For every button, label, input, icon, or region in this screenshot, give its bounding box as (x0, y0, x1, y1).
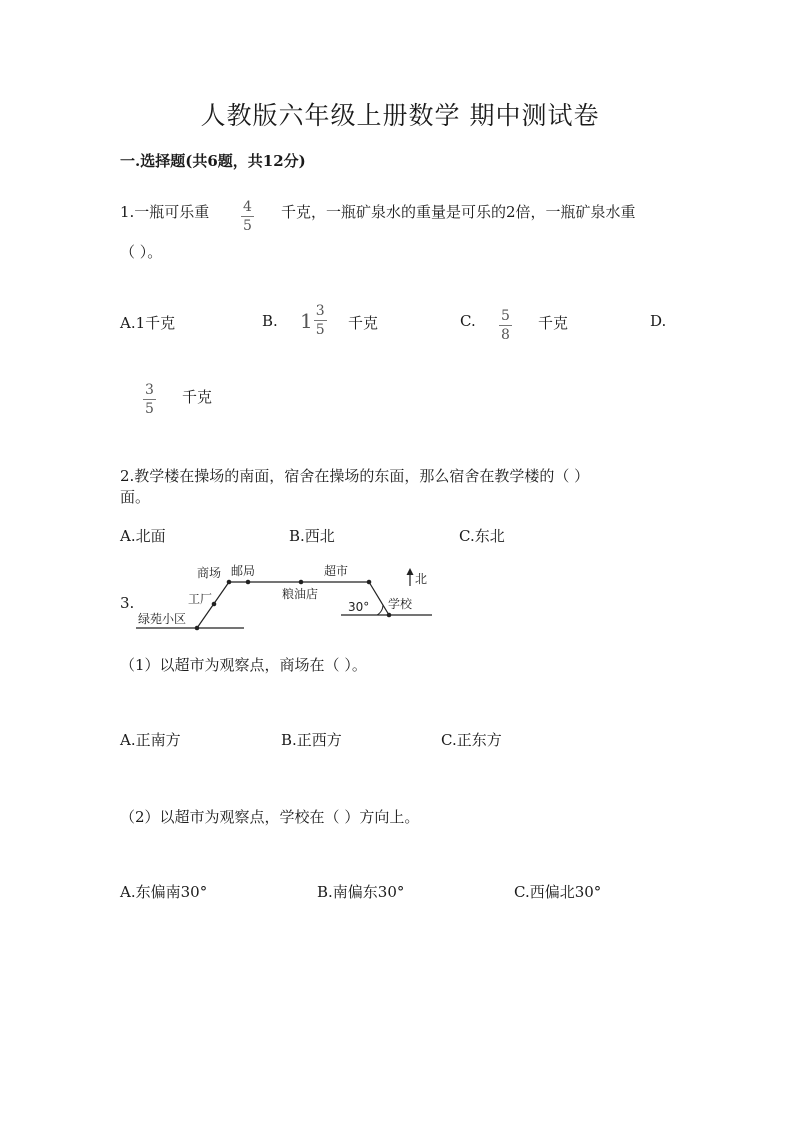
q1-option-b-den: 5 (315, 322, 325, 338)
q3-sub2-option-c: C.西偏北30° (514, 883, 602, 901)
post-dot (246, 580, 251, 585)
label-grain: 粮油店 (282, 587, 319, 601)
label-supermarket: 超市 (324, 564, 349, 578)
q2-option-c: C.东北 (459, 527, 505, 545)
q1-option-d-value (143, 379, 156, 416)
q3-sub1-option-a: A.正南方 (120, 731, 181, 749)
q1-text-a: 1.一瓶可乐重 (120, 203, 210, 221)
q3-sub2-text: （2）以超市为观察点，学校在（ ）方向上。 (120, 808, 420, 826)
q1-option-d-num: 3 (145, 382, 154, 398)
label-post: 邮局 (231, 564, 256, 578)
q1-option-c-den: 8 (501, 327, 510, 343)
mall-dot (227, 580, 232, 585)
q1-option-b-value (300, 304, 327, 337)
grain-dot (299, 580, 304, 585)
q1-fraction (241, 196, 254, 233)
angle-arc (377, 605, 383, 615)
q1-blank: （ ）。 (120, 243, 163, 261)
label-mall: 商场 (197, 566, 222, 580)
road-supermarket-school (369, 582, 389, 615)
q1-option-c-value (499, 305, 512, 342)
q3-sub1-text: （1）以超市为观察点，商场在（ ）。 (120, 656, 367, 674)
q2-line-1: 2.教学楼在操场的南面，宿舍在操场的东面，那么宿舍在教学楼的（ ） (120, 467, 590, 485)
q2-option-a: A.北面 (120, 527, 166, 545)
q3-sub1-option-b: B.正西方 (281, 731, 342, 749)
q3-sub2-option-a: A.东偏南30° (120, 883, 208, 901)
q1-option-a: A.1千克 (120, 314, 176, 332)
school-dot (387, 613, 392, 618)
q2-option-b: B.西北 (289, 527, 335, 545)
q1-option-d-den: 5 (145, 401, 154, 417)
label-school: 学校 (388, 597, 413, 611)
q1-frac-den: 5 (243, 218, 252, 234)
north-arrow-head (407, 568, 414, 575)
q1-option-b-unit: 千克 (348, 314, 379, 332)
label-north: 北 (415, 572, 428, 586)
page-title: 人教版六年级上册数学 期中测试卷 (200, 101, 600, 130)
q2-line-2: 面。 (120, 488, 151, 506)
section-heading: 一.选择题(共6题，共12分) (120, 152, 306, 170)
factory-dot (212, 602, 217, 607)
q1-option-c-label: C. (460, 312, 476, 330)
label-community: 绿苑小区 (138, 612, 187, 626)
q1-frac-num: 4 (243, 199, 252, 215)
map-diagram (136, 560, 446, 636)
label-angle: 30° (348, 600, 370, 614)
q1-text-b: 千克，一瓶矿泉水的重量是可乐的2倍，一瓶矿泉水重 (281, 203, 636, 221)
q1-option-c-unit: 千克 (538, 314, 569, 332)
q1-option-d-label: D. (650, 312, 667, 330)
q1-option-b-whole: 1 (300, 308, 313, 333)
q1-option-c-num: 5 (501, 308, 510, 324)
q1-option-d-unit: 千克 (182, 388, 213, 406)
q1-option-b-label: B. (262, 312, 278, 330)
q1-option-b-num: 3 (315, 303, 325, 319)
community-dot (195, 626, 200, 631)
q3-sub2-option-b: B.南偏东30° (317, 883, 405, 901)
supermarket-dot (367, 580, 372, 585)
q3-number: 3. (120, 594, 135, 612)
label-factory: 工厂 (188, 592, 213, 606)
q3-sub1-option-c: C.正东方 (441, 731, 502, 749)
